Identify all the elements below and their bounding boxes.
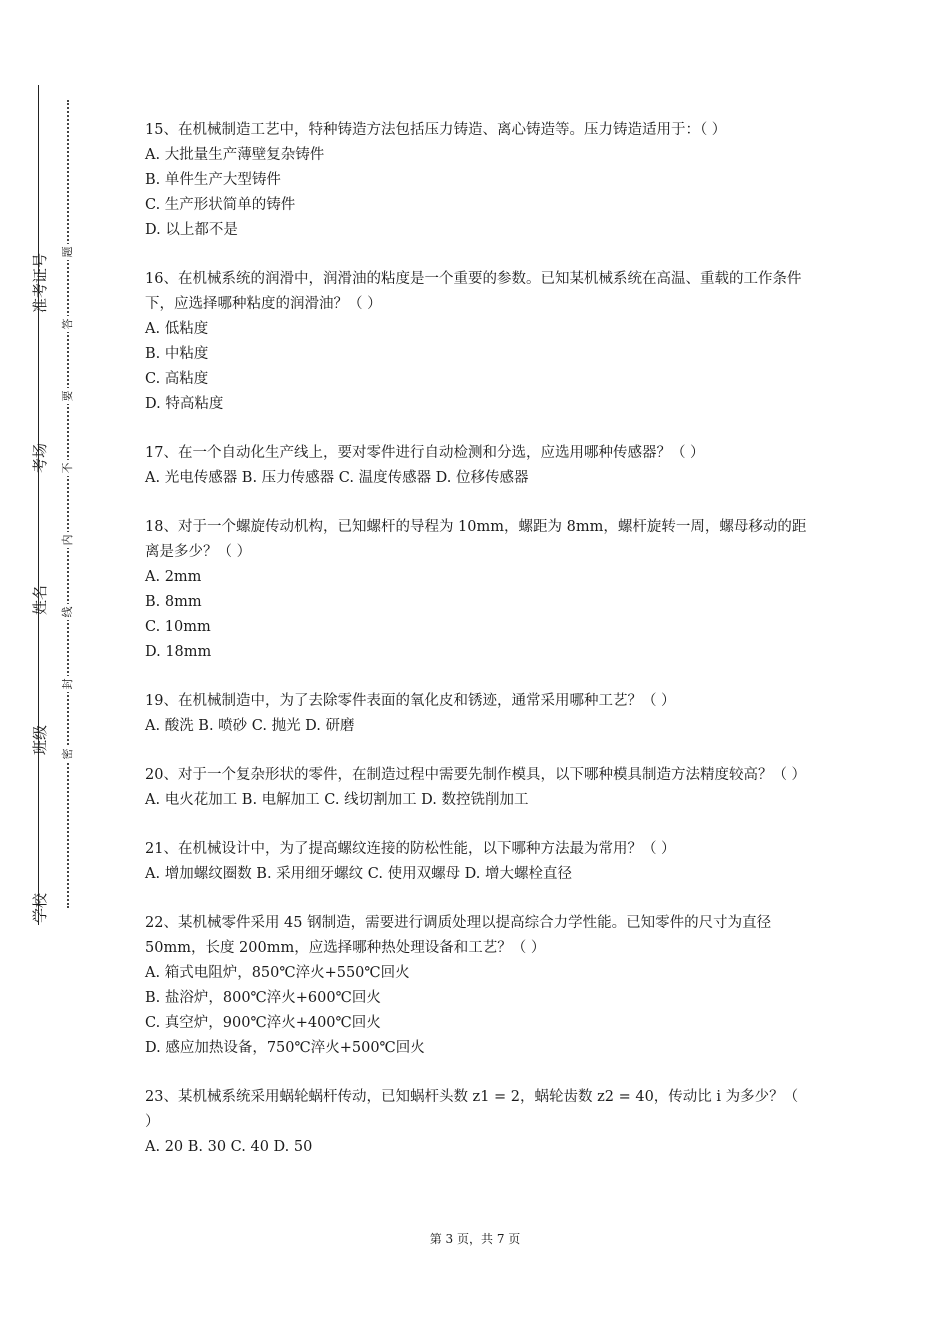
option: A. 大批量生产薄壁复杂铸件 <box>145 147 325 163</box>
seal-dotted-line <box>67 100 69 908</box>
option: A. 2mm <box>145 569 202 585</box>
question-stem: 22、某机械零件采用 45 钢制造，需要进行调质处理以提高综合力学性能。已知零件的尺寸为直径 50mm，长度 200mm，应选择哪种热处理设备和工艺？（ ） <box>145 915 772 956</box>
field-class: 班级 <box>31 725 49 756</box>
option: C. 10mm <box>145 619 211 635</box>
binding-line <box>38 85 39 925</box>
field-exam-room: 考场 <box>31 443 49 474</box>
question-20 <box>145 763 810 813</box>
field-school: 学校 <box>31 893 49 924</box>
option: B. 8mm <box>145 594 202 610</box>
option: C. 生产形状简单的铸件 <box>145 197 296 213</box>
option: A. 增加螺纹圈数 B. 采用细牙螺纹 C. 使用双螺母 D. 增大螺栓直径 <box>145 866 573 882</box>
question-stem: 16、在机械系统的润滑中，润滑油的粘度是一个重要的参数。已知某机械系统在高温、重载的工作条件下，应选择哪种粘度的润滑油？（ ） <box>145 271 802 312</box>
question-15 <box>145 118 810 243</box>
option: B. 中粘度 <box>145 346 209 362</box>
seal-char: 不 <box>60 460 76 476</box>
seal-char: 封 <box>60 676 76 692</box>
seal-char: 线 <box>60 604 76 620</box>
question-stem: 17、在一个自动化生产线上，要对零件进行自动检测和分选，应选用哪种传感器？（ ） <box>145 445 705 461</box>
question-19 <box>145 689 810 739</box>
option: A. 20 B. 30 C. 40 D. 50 <box>145 1139 313 1155</box>
field-exam-number: 准考证号 <box>31 252 49 313</box>
option: A. 电火花加工 B. 电解加工 C. 线切割加工 D. 数控铣削加工 <box>145 792 529 808</box>
question-18 <box>145 515 810 665</box>
option: D. 以上都不是 <box>145 222 238 238</box>
field-name: 姓名 <box>31 585 49 616</box>
page-number: 第 3 页，共 7 页 <box>429 1232 521 1246</box>
question-list <box>145 118 810 1184</box>
question-23 <box>145 1085 810 1160</box>
seal-char: 密 <box>60 746 76 762</box>
seal-char: 要 <box>60 388 76 404</box>
option: A. 箱式电阻炉，850℃淬火+550℃回火 <box>145 965 410 981</box>
question-stem: 21、在机械设计中，为了提高螺纹连接的防松性能，以下哪种方法最为常用？（ ） <box>145 841 676 857</box>
option: D. 感应加热设备，750℃淬火+500℃回火 <box>145 1040 425 1056</box>
option: D. 特高粘度 <box>145 396 224 412</box>
option: D. 18mm <box>145 644 212 660</box>
seal-char: 答 <box>60 316 76 332</box>
question-stem: 15、在机械制造工艺中，特种铸造方法包括压力铸造、离心铸造等。压力铸造适用于：（ ） <box>145 122 727 138</box>
option: B. 单件生产大型铸件 <box>145 172 281 188</box>
option: A. 光电传感器 B. 压力传感器 C. 温度传感器 D. 位移传感器 <box>145 470 529 486</box>
option: A. 低粘度 <box>145 321 209 337</box>
question-stem: 20、对于一个复杂形状的零件，在制造过程中需要先制作模具，以下哪种模具制造方法精度较高？（ ） <box>145 767 807 783</box>
question-stem: 23、某机械系统采用蜗轮蜗杆传动，已知蜗杆头数 z1 = 2，蜗轮齿数 z2 = 40，传动比 i 为多少？（ ） <box>145 1089 799 1130</box>
option: C. 真空炉，900℃淬火+400℃回火 <box>145 1015 381 1031</box>
question-stem: 19、在机械制造中，为了去除零件表面的氧化皮和锈迹，通常采用哪种工艺？（ ） <box>145 693 676 709</box>
question-22 <box>145 911 810 1061</box>
option: C. 高粘度 <box>145 371 209 387</box>
question-stem: 18、对于一个螺旋传动机构，已知螺杆的导程为 10mm，螺距为 8mm，螺杆旋转一周，螺母移动的距离是多少？（ ） <box>145 519 807 560</box>
option: B. 盐浴炉，800℃淬火+600℃回火 <box>145 990 381 1006</box>
seal-char: 内 <box>60 532 76 548</box>
question-16 <box>145 267 810 417</box>
question-21 <box>145 837 810 887</box>
question-17 <box>145 441 810 491</box>
seal-char: 题 <box>60 244 76 260</box>
option: A. 酸洗 B. 喷砂 C. 抛光 D. 研磨 <box>145 718 355 734</box>
